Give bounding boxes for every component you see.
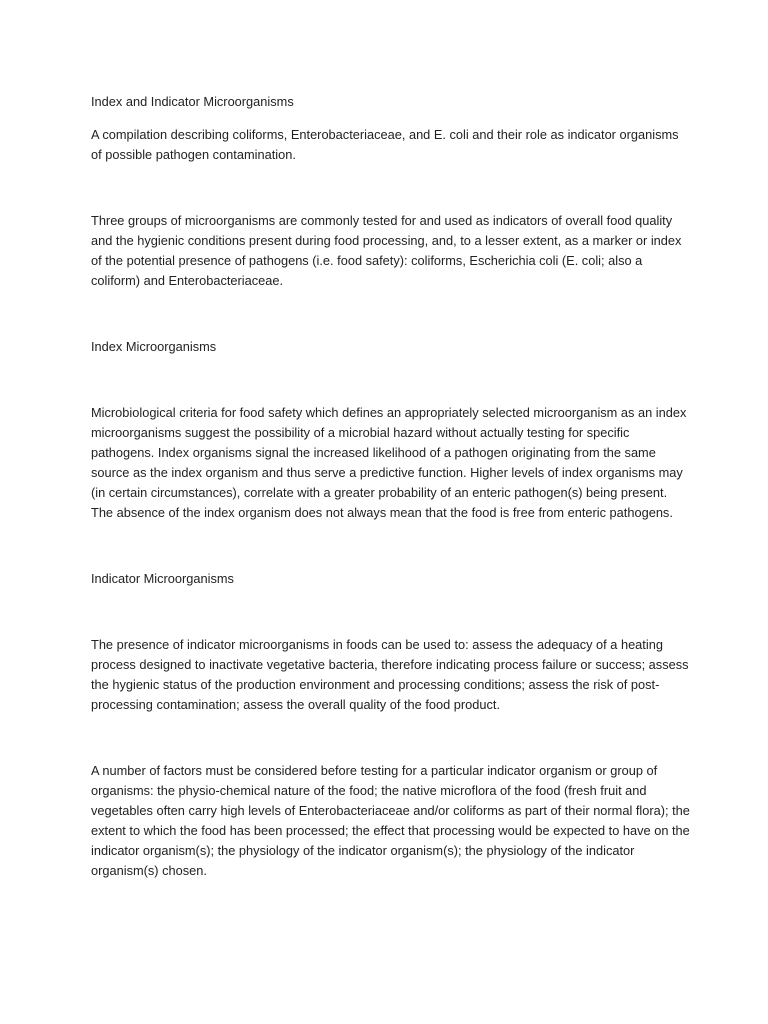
section-heading-index-microorganisms: Index Microorganisms [91,339,217,354]
document-subtitle: A compilation describing coliforms, Enterobacteriaceae, and E. coli and their role as indicator organisms of possible pathogen contamination. [91,127,679,162]
document-body [91,92,691,881]
intro-paragraph: Three groups of microorganisms are commonly tested for and used as indicators of overall food quality and the hygienic conditions present during food processing, and, to a lesser extent, as a marker or index of the potential presence of pathogens (i.e. food safety): coliforms, Escherichia coli (E. coli; also a coliform) and Enterobacteriaceae. [91,213,682,288]
section-paragraph-indicator-microorganisms: The presence of indicator microorganisms in foods can be used to: assess the adequacy of a heating process designed to inactivate vegetative bacteria, therefore indicating process failure or success; assess the hygienic status of the production environment and processing conditions; assess the risk of post-processing contamination; assess the overall quality of the food product. [91,637,689,712]
document-title: Index and Indicator Microorganisms [91,94,294,109]
section-paragraph-indicator-factors: A number of factors must be considered before testing for a particular indicator organism or group of organisms: the physio-chemical nature of the food; the native microflora of the food (fresh fruit and vegetables often carry high levels of Enterobacteriaceae and/or coliforms as part of their normal flora); the extent to which the food has been processed; the effect that processing would be expected to have on the indicator organism(s); the physiology of the indicator organism(s); the physiology of the indicator organism(s) chosen. [91,763,690,878]
section-heading-indicator-microorganisms: Indicator Microorganisms [91,571,234,586]
section-paragraph-index-microorganisms: Microbiological criteria for food safety which defines an appropriately selected microorganism as an index microorganisms suggest the possibility of a microbial hazard without actually testing for specific pathogens. Index organisms signal the increased likelihood of a pathogen originating from the same source as the index organism and thus serve a predictive function. Higher levels of index organisms may (in certain circumstances), correlate with a greater probability of an enteric pathogen(s) being present. The absence of the index organism does not always mean that the food is free from enteric pathogens. [91,405,687,520]
